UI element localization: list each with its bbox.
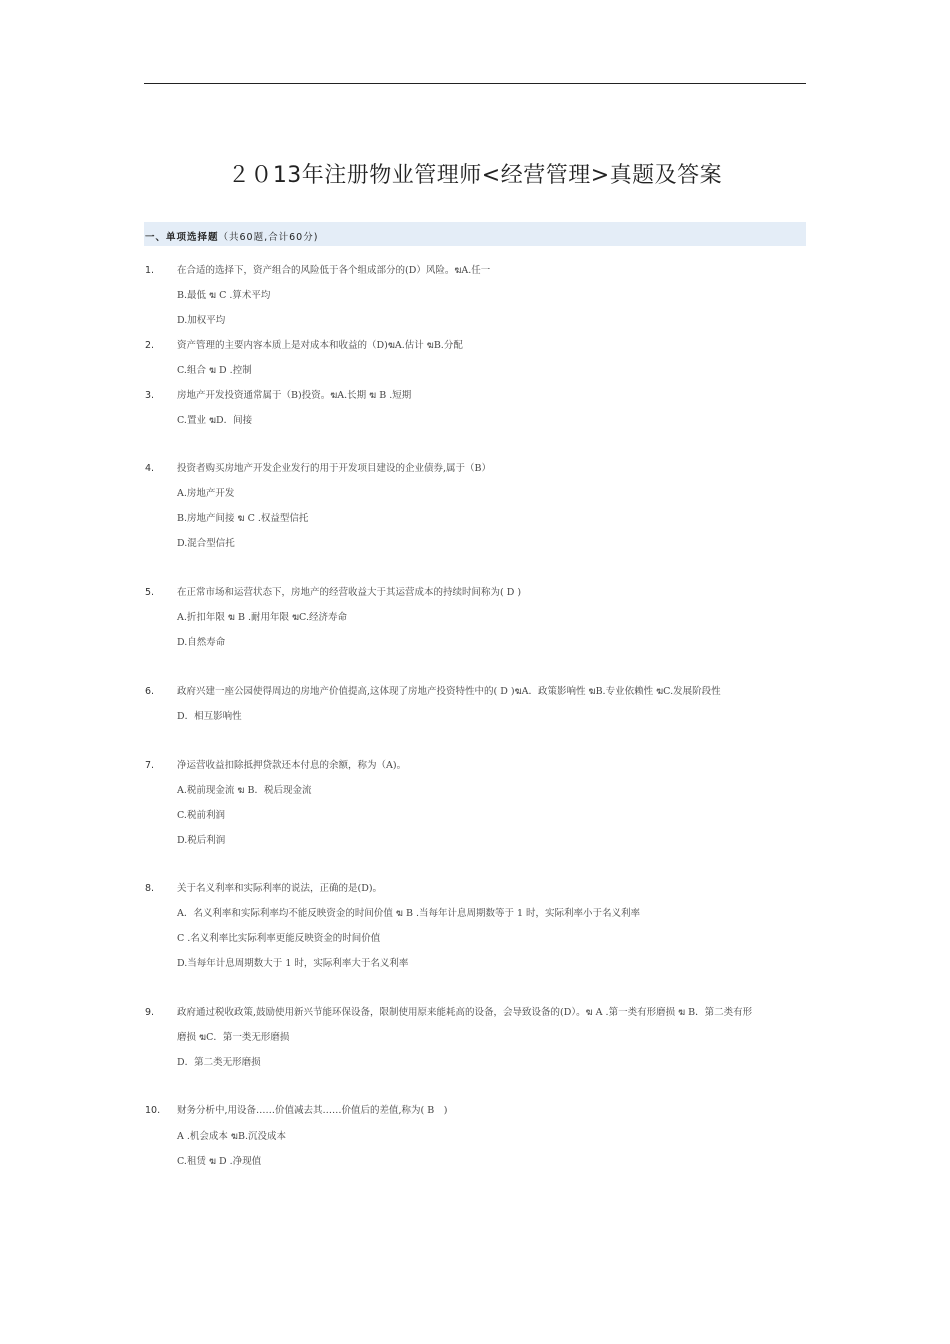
section-title bbox=[145, 229, 318, 243]
question-number: 3. bbox=[145, 390, 155, 401]
question-line: 关于名义利率和实际利率的说法，正确的是(D)。 bbox=[177, 883, 383, 894]
option-line: D．第二类无形磨损 bbox=[177, 1057, 261, 1068]
question-number: 6. bbox=[145, 686, 155, 697]
question-line: 在正常市场和运营状态下，房地产的经营收益大于其运营成本的持续时间称为( D ) bbox=[177, 587, 522, 598]
option-line: 磨损 ฆC．第一类无形磨损 bbox=[177, 1032, 290, 1043]
question-line: 政府通过税收政策,鼓励使用新兴节能环保设备，限制使用原来能耗高的设备，会导致设备的(D）。ฆ A .第一类有形磨损 ฆ B．第二类有形 bbox=[177, 1007, 753, 1018]
question-number: 7. bbox=[145, 760, 155, 771]
option-line: C.组合 ฆ D .控制 bbox=[177, 365, 252, 376]
option-line: C.租赁 ฆ D .净现值 bbox=[177, 1156, 262, 1167]
question-number: 10. bbox=[145, 1105, 161, 1116]
question-number: 1. bbox=[145, 265, 155, 276]
question-line: 政府兴建一座公园使得周边的房地产价值提高,这体现了房地产投资特性中的( D )ฆA．政策影响性 ฆB.专业依赖性 ฆC.发展阶段性 bbox=[177, 686, 721, 697]
option-line: A .机会成本 ฆB.沉没成本 bbox=[177, 1131, 286, 1142]
option-line: D．相互影响性 bbox=[177, 711, 242, 722]
option-line: D.混合型信托 bbox=[177, 538, 235, 549]
option-line: D.自然寿命 bbox=[177, 637, 226, 648]
question-number: 8. bbox=[145, 883, 155, 894]
question-line: 净运营收益扣除抵押贷款还本付息的余额，称为（A)。 bbox=[177, 760, 407, 771]
option-line: A.房地产开发 bbox=[177, 488, 235, 499]
section-note: （共60题,合计60分) bbox=[218, 232, 319, 243]
option-line: D.税后利润 bbox=[177, 835, 226, 846]
option-line: A．名义利率和实际利率均不能反映资金的时间价值 ฆ B .当每年计息周期数等于 1 时，实际利率小于名义利率 bbox=[177, 908, 641, 919]
question-line: 资产管理的主要内容本质上是对成本和收益的（D)ฆA.估计 ฆB.分配 bbox=[177, 340, 463, 351]
question-number: 9. bbox=[145, 1007, 155, 1018]
question-line: 在合适的选择下，资产组合的风险低于各个组成部分的(D）风险。ฆA.任一 bbox=[177, 265, 491, 276]
question-line: 财务分析中,用设备……价值减去其……价值后的差值,称为( B ) bbox=[177, 1105, 448, 1116]
option-line: D.加权平均 bbox=[177, 315, 226, 326]
option-line: C .名义利率比实际利率更能反映资金的时间价值 bbox=[177, 933, 381, 944]
option-line: A.折扣年限 ฆ B .耐用年限 ฆC.经济寿命 bbox=[177, 612, 348, 623]
option-line: B.房地产间接 ฆ C .权益型信托 bbox=[177, 513, 309, 524]
option-line: B.最低 ฆ C .算术平均 bbox=[177, 290, 271, 301]
question-line: 房地产开发投资通常属于（B)投资。ฆA.长期 ฆ B .短期 bbox=[177, 390, 412, 401]
option-line: C.税前利润 bbox=[177, 810, 225, 821]
question-number: 4. bbox=[145, 463, 155, 474]
header-rule bbox=[144, 83, 806, 84]
option-line: C.置业 ฆD．间接 bbox=[177, 415, 253, 426]
option-line: A.税前现金流 ฆ B．税后现金流 bbox=[177, 785, 312, 796]
document-title: ２０13年注册物业管理师<经营管理>真题及答案 bbox=[227, 163, 723, 188]
question-number: 2. bbox=[145, 340, 155, 351]
question-line: 投资者购买房地产开发企业发行的用于开发项目建设的企业债券,属于（B） bbox=[177, 463, 492, 474]
question-number: 5. bbox=[145, 587, 155, 598]
option-line: D.当每年计息周期数大于 1 时，实际利率大于名义利率 bbox=[177, 958, 409, 969]
section-heading: 一、单项选择题 bbox=[145, 232, 219, 243]
